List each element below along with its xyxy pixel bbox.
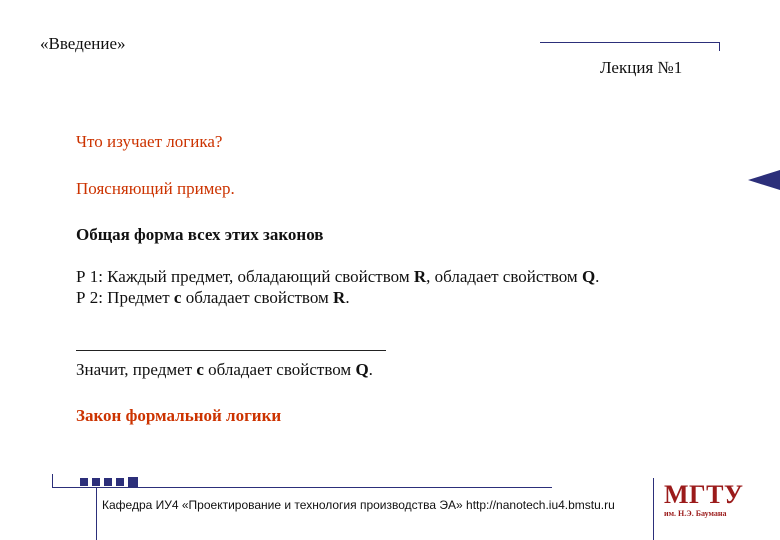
conclusion-c: с	[196, 360, 204, 379]
conclusion-Q: Q	[355, 360, 369, 379]
premise-2-R: R	[333, 288, 346, 307]
premise-1-prefix: Р 1: Каждый предмет, обладающий свойством	[76, 267, 414, 286]
footer-department: Кафедра ИУ4 «Проектирование и технология производства ЭА» http://nanotech.iu4.bmstu.ru	[102, 498, 615, 512]
premise-2-end: .	[345, 288, 350, 307]
law-heading: Закон формальной логики	[76, 406, 282, 425]
footer-dot	[128, 477, 138, 487]
conclusion-mid: обладает свойством	[203, 360, 356, 379]
footer-dot	[116, 478, 124, 486]
mgtu-logo: МГТУ	[664, 480, 744, 509]
footer-divider	[96, 488, 97, 540]
general-form-heading: Общая форма всех этих законов	[76, 225, 324, 244]
conclusion-end: .	[368, 360, 373, 379]
conclusion	[76, 359, 373, 380]
footer-corner-line	[52, 474, 53, 488]
footer-rule	[52, 487, 552, 488]
section-title: «Введение»	[40, 34, 126, 53]
premises-block	[76, 266, 616, 308]
premise-2-c: с	[173, 288, 182, 307]
footer-dots	[80, 478, 138, 487]
premise-1-end: .	[595, 267, 600, 286]
premise-2-mid: обладает свойством	[181, 288, 334, 307]
inference-line	[76, 350, 386, 351]
footer-dot	[80, 478, 88, 486]
premise-1-Q: Q	[581, 267, 596, 286]
example-heading: Поясняющий пример.	[76, 179, 235, 198]
conclusion-prefix: Значит, предмет	[76, 360, 197, 379]
question-heading: Что изучает логика?	[76, 132, 223, 151]
footer-dot	[92, 478, 100, 486]
premise-1-mid: , обладает свойством	[426, 267, 582, 286]
edge-tab-marker	[748, 170, 780, 190]
premise-1-R: R	[413, 267, 427, 286]
premise-2-prefix: Р 2: Предмет	[76, 288, 174, 307]
mgtu-logo-subtitle: им. Н.Э. Баумана	[664, 509, 727, 518]
lecture-label: Лекция №1	[600, 58, 683, 77]
header-rule	[540, 42, 720, 43]
footer-logo-divider	[653, 478, 654, 540]
header-rule-tick	[719, 42, 720, 51]
footer-dot	[104, 478, 112, 486]
